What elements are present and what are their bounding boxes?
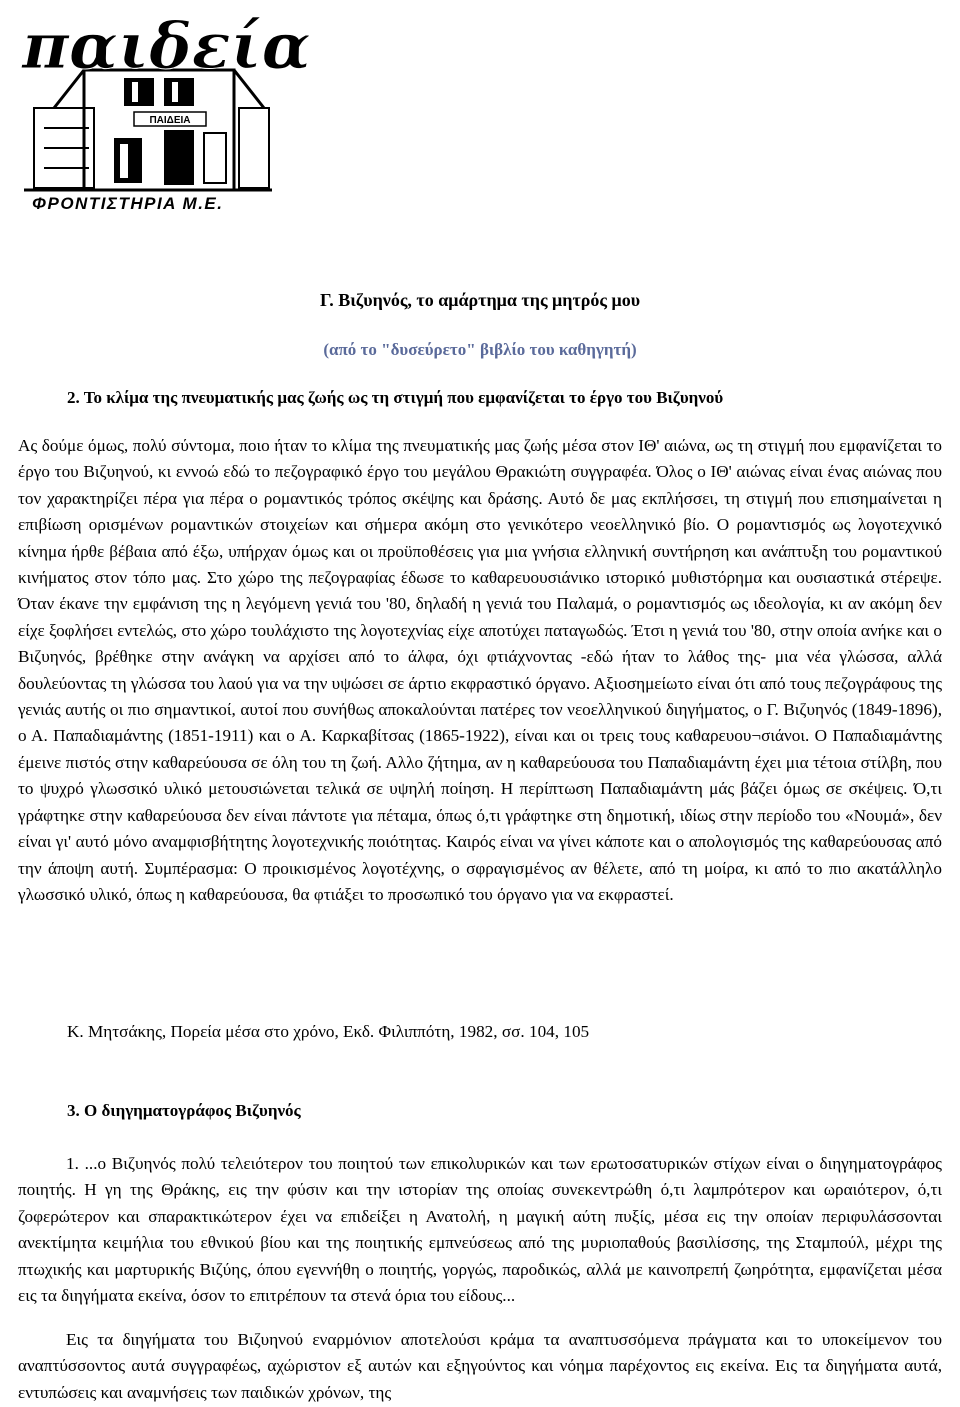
section-3-heading: 3. Ο διηγηματογράφος Βιζυηνός	[67, 1101, 301, 1120]
section-3-paragraph-2: Εις τα διηγήματα του Βιζυηνού εναρμόνιον αποτελούσι κράμα τα αναπτυσσόμενα πράγματα και το υποκείμενον του αναπτύσσοντος αυτά συγγραφέως, αχώριστον εξ αυτών και εξηγούντος και νόημα παρέχοντος εις εκείνα. Εις τα διηγήματα αυτά, εντυπώσεις και αναμνήσεις των παιδικών χρόνων, της	[18, 1330, 942, 1402]
section-2-heading: 2. Το κλίμα της πνευματικής μας ζωής ως τη στιγμή που εμφανίζεται το έργο του Βιζυηνού	[67, 388, 724, 407]
logo-title-text: παιδεία	[22, 9, 311, 84]
logo-caption-text: ΦΡΟΝΤΙΣΤΗΡΙΑ Μ.Ε.	[32, 194, 224, 213]
logo-sign-text: ΠΑΙΔΕΙΑ	[149, 115, 191, 126]
document-subtitle: (από το "δυσεύρετο" βιβλίο του καθηγητή)	[323, 340, 637, 359]
citation: Κ. Μητσάκης, Πορεία μέσα στο χρόνο, Εκδ. Φιλιππότη, 1982, σσ. 104, 105	[67, 1022, 590, 1041]
section-3-paragraph-1: 1. ...ο Βιζυηνός πολύ τελειότερον του ποιητού των επικολυρικών και των ερωτοσατυρικών στίχων είναι ο διηγηματογράφος ποιητής. Η γη της Θράκης, εις την φύσιν και την ιστορίαν της οποίας συνεκεντρώθη ό,τι λαμπρότερον και ωραιότερον, ό,τι ζοφερώτερον και σπαρακτικώτερον έχει να επιδείξει η Ανατολή, η μαγική αύτη πυξίς, μέσα εις την οποίαν περιφυλάσσονται ανεκτίμητα κειμήλια του εθνικού βίου και της ποιητικής εμπνεύσεως από της μυριοπαθούς βασιλίσσης, της Σταμπούλ, μέχρι της πτωχικής και μαρτυρικής Βιζύης, όπου εγεννήθη ο ποιητής, γοργώς, παροδικώς, αλλά με καινοπρεπή ζωηρότητα, εμφανίζεται μέσα εις τα διηγήματα εκείνα, όσον το επιτρέπουν τα στενά όρια του είδους...	[18, 1154, 942, 1306]
logo-image	[14, 8, 311, 213]
document-title: Γ. Βιζυηνός, το αμάρτημα της μητρός μου	[319, 290, 641, 310]
section-2-paragraph: Ας δούμε όμως, πολύ σύντομα, ποιο ήταν το κλίμα της πνευματικής μας ζωής μέσα στον ΙΘ' αιώνα, ως τη στιγμή που εμφανίζεται το έργο του Βιζυηνού, κι εννοώ εδώ το πεζογραφικό έργο του μεγάλου Θρακιώτη συγγραφέα. Όλος ο ΙΘ' αιώνας είναι ένας αιώνας που τον χαρακτηρίζει πέρα για πέρα ο ρομαντικός τρόπος σκέψης και δράσης. Αυτό δε μας εκπλήσσει, τη στιγμή που επισημαίνεται η επιβίωση ορισμένων ρομαντικών στοιχείων και σήμερα ακόμη στο γενικότερο νεοελληνικό βίο. Ο ρομαντισμός ως λογοτεχνικό κίνημα ήρθε βέβαια από έξω, υπήρχαν όμως και οι προϋποθέσεις για μια γνήσια ελληνική συντήρηση και ανάπτυξη του ρομαντικού κινήματος στον τόπο μας. Στο χώρο της πεζογραφίας έδωσε το καθαρευουσιάνικο ιστορικό μυθιστόρημα και ουσιαστικά στέρεψε. Όταν έκανε την εμφάνιση της η λεγόμενη γενιά του '80, δηλαδή η γενιά του Παλαμά, ο ρομαντισμός ως ιδεολογία, κι αν ακόμη δεν είχε ξοφλήσει εντελώς, στο χώρο τουλάχιστο της λογοτεχνίας είχε αποτύχει παταγωδώς. Έτσι η γενιά του '80, στην οποία ανήκε και ο Βιζυηνός, βρέθηκε στην ανάγκη να αρχίσει από το άλφα, όχι φτιάχνοντας -εδώ ήταν το λάθος της- μια νέα γλώσσα, αλλά δουλεύοντας τη γλώσσα του λαού για να την υψώσει σε άρτιο εκφραστικό όργανο. Αξιοσημείωτο είναι ότι από τους πεζογράφους της γενιάς αυτής οι πιο σημαντικοί, αυτοί που συνήθως αποκαλούνται πατέρες τον νεοελληνικού διηγήματος, ο Γ. Βιζυηνός (1849-1896), ο Α. Παπαδιαμάντης (1851-1911) και ο Α. Καρκαβίτσας (1865-1922), είναι και οι τρεις τους καθαρευου¬σιάνοι. Ο Παπαδιαμάντης έμεινε πιστός στην καθαρεύουσα σε όλη του τη ζωή. Αλλο ζήτημα, αν η καθαρεύουσα του Παπαδιαμάντη έχει μια τέτοια στίλβη, που το ψυχρό γλωσσικό υλικό μετουσιώνεται τελικά σε υψηλή ποίηση. Η περίπτωση Παπαδιαμάντη μάς βάζει όμως σε σκέψεις. Ό,τι γράφτηκε στην καθαρεύουσα δεν είναι πάντοτε για πέταμα, όπως ό,τι γράφτηκε στη δημοτική, ιδίως στην περίοδο του «Νουμά», δεν είναι γι' αυτό μόνο αναμφισβήτητης λογοτεχνικής ποιότητας. Καιρός είναι να γίνει κάποτε και ο απολογισμός της καθαρεύουσας από την άποψη αυτή. Συμπέρασμα: Ο προικισμένος λογοτέχνης, ο σφραγισμένος αν θέλετε, από τη μοίρα, κι από το πιο ακατάλληλο γλωσσικό υλικό, όπως η καθαρεύουσα, θα φτιάξει το προσωπικό του όργανο για να εκφραστεί.	[18, 436, 942, 904]
paideia-logo	[14, 8, 311, 213]
